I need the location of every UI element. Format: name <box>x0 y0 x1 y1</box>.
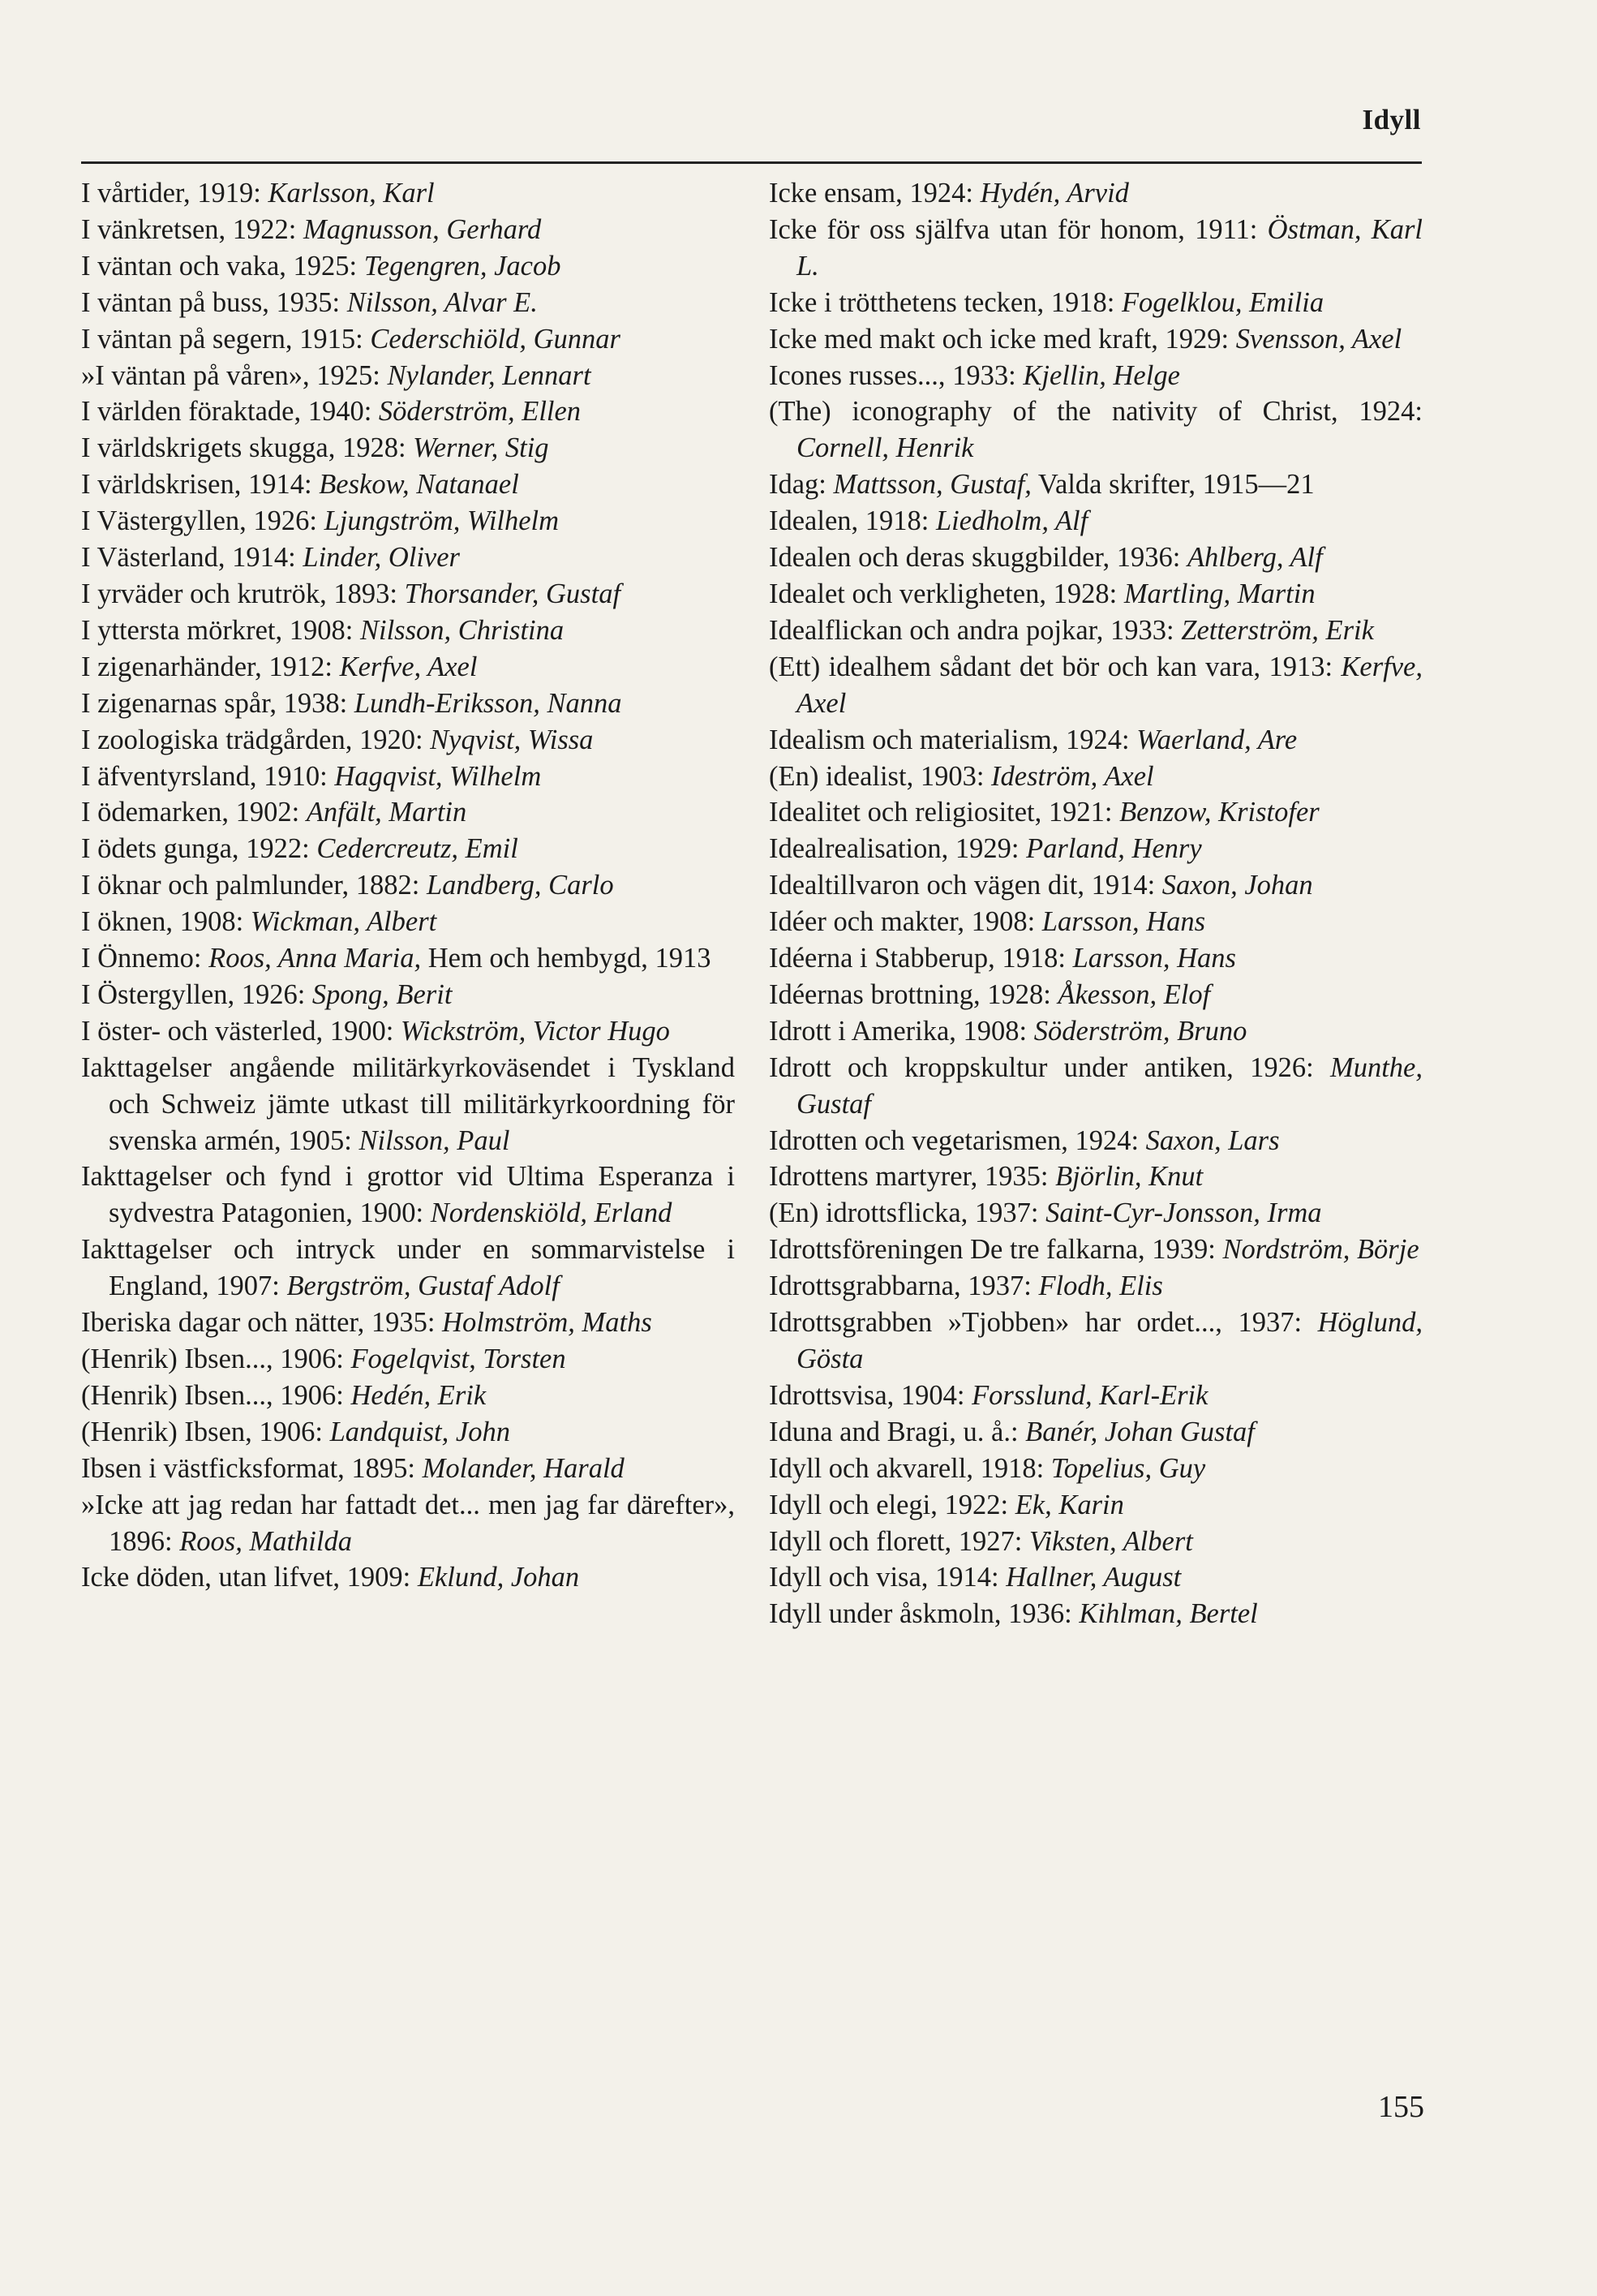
index-entry <box>81 576 735 613</box>
entry-author: Spong, Berit <box>311 978 453 1010</box>
entry-author: Nordström, Börje <box>1222 1234 1419 1266</box>
entry-author: Kerfve, Axel <box>796 651 1423 719</box>
entry-title: »I väntan på våren», 1925: <box>81 359 388 391</box>
entry-author: Nordenskiöld, Erland <box>430 1197 672 1229</box>
index-entry <box>769 1524 1423 1560</box>
entry-title: Idrott och kroppskultur under antiken, 1926: <box>769 1051 1330 1083</box>
index-entry <box>769 1451 1423 1487</box>
entry-author: Martling, Martin <box>1123 578 1316 609</box>
entry-author: Forsslund, Karl-Erik <box>972 1379 1208 1411</box>
index-entry <box>769 649 1423 722</box>
entry-author: Wickström, Victor Hugo <box>401 1015 670 1047</box>
entry-author: Liedholm, Alf <box>935 505 1088 537</box>
entry-author: Beskow, Natanael <box>319 469 519 501</box>
entry-title: Idrottsgrabben »Tjobben» har ordet..., 1937: <box>769 1307 1318 1339</box>
entry-author: Thorsander, Gustaf <box>404 578 621 609</box>
index-entry <box>81 759 735 795</box>
entry-title: Idéernas brottning, 1928: <box>769 978 1058 1010</box>
index-entry <box>81 1305 735 1341</box>
index-entry <box>769 358 1423 394</box>
index-entry <box>769 540 1423 576</box>
entry-title: I öknar och palmlunder, 1882: <box>81 870 427 901</box>
index-entry <box>769 1378 1423 1414</box>
index-entry <box>769 759 1423 795</box>
entry-title: Icke döden, utan lifvet, 1909: <box>81 1562 418 1593</box>
index-entry <box>769 321 1423 358</box>
entry-author: Cornell, Henrik <box>796 432 974 464</box>
entry-title: (Henrik) Ibsen, 1906: <box>81 1416 330 1447</box>
entry-suffix: Valda skrifter, 1915—21 <box>1031 469 1315 501</box>
index-entry <box>769 867 1423 904</box>
entry-author: Östman, Karl L. <box>796 213 1423 282</box>
index-entry <box>81 1341 735 1378</box>
index-entry <box>769 794 1423 831</box>
index-entry <box>81 358 735 394</box>
index-entry <box>81 467 735 503</box>
entry-author: Hagqvist, Wilhelm <box>334 760 542 792</box>
entry-author: Hallner, August <box>1006 1562 1182 1593</box>
index-entry <box>769 1013 1423 1050</box>
entry-author: Karlsson, Karl <box>268 178 435 209</box>
entry-title: Idyll och akvarell, 1918: <box>769 1452 1051 1484</box>
entry-author: Larsson, Hans <box>1041 906 1206 938</box>
entry-author: Magnusson, Gerhard <box>303 213 542 245</box>
entry-author: Höglund, Gösta <box>796 1307 1423 1374</box>
index-entry <box>769 576 1423 613</box>
entry-title: I vänkretsen, 1922: <box>81 213 304 245</box>
entry-author: Kerfve, Axel <box>339 651 478 682</box>
entry-author: Parland, Henry <box>1026 833 1202 865</box>
index-entry <box>81 794 735 831</box>
index-entry <box>769 467 1423 503</box>
entry-author: Holmström, Maths <box>442 1307 652 1339</box>
index-entry <box>81 613 735 649</box>
entry-title: I väntan på segern, 1915: <box>81 323 371 355</box>
index-entry <box>769 1559 1423 1596</box>
index-entry <box>81 503 735 540</box>
entry-title: Idealism och materialism, 1924: <box>769 724 1137 755</box>
entry-author: Bergström, Gustaf Adolf <box>286 1271 560 1302</box>
entry-author: Söderström, Ellen <box>378 396 582 428</box>
entry-title: I Västergyllen, 1926: <box>81 505 324 537</box>
index-entry <box>769 212 1423 285</box>
index-entry <box>769 175 1423 212</box>
entry-author: Roos, Anna Maria, <box>208 943 422 974</box>
entry-author: Saint-Cyr-Jonsson, Irma <box>1045 1197 1322 1229</box>
entry-title: Idealtillvaron och vägen dit, 1914: <box>769 870 1162 901</box>
entry-title: I väntan och vaka, 1925: <box>81 250 364 282</box>
entry-author: Söderström, Bruno <box>1033 1015 1247 1047</box>
entry-title: Idrottsgrabbarna, 1937: <box>769 1271 1039 1302</box>
entry-author: Banér, Johan Gustaf <box>1025 1416 1255 1447</box>
entry-author: Viksten, Albert <box>1028 1525 1193 1557</box>
index-entry <box>769 1195 1423 1232</box>
entry-author: Lundh-Eriksson, Nanna <box>354 687 622 719</box>
index-entry <box>81 1451 735 1487</box>
index-entry <box>769 904 1423 940</box>
entry-title: (Henrik) Ibsen..., 1906: <box>81 1344 351 1374</box>
index-entry <box>769 977 1423 1013</box>
entry-title: Idealrealisation, 1929: <box>769 833 1027 865</box>
index-entry <box>769 1305 1423 1378</box>
entry-title: Icke med makt och icke med kraft, 1929: <box>769 323 1236 355</box>
index-entry <box>81 393 735 430</box>
entry-author: Åkesson, Elof <box>1058 978 1211 1010</box>
entry-author: Nilsson, Christina <box>359 614 565 646</box>
entry-title: I zigenarhänder, 1912: <box>81 651 340 682</box>
index-entry <box>769 1050 1423 1123</box>
entry-author: Ljungström, Wilhelm <box>324 505 560 537</box>
entry-title: Iakttagelser och fynd i grottor vid Ultima Esperanza i sydvestra Patagonien, 1900: <box>81 1161 735 1229</box>
entry-title: Idealflickan och andra pojkar, 1933: <box>769 614 1182 646</box>
entry-title: Idyll under åskmoln, 1936: <box>769 1598 1080 1630</box>
index-entry <box>81 1378 735 1414</box>
index-entry <box>81 1013 735 1050</box>
entry-title: Icke för oss själfva utan för honom, 1911: <box>769 213 1268 245</box>
entry-title: I världen föraktade, 1940: <box>81 396 379 428</box>
entry-author: Werner, Stig <box>413 432 549 464</box>
entry-author: Fogelqvist, Torsten <box>350 1344 566 1374</box>
index-entry <box>769 393 1423 467</box>
index-entry <box>769 1487 1423 1524</box>
entry-title: Idealet och verkligheten, 1928: <box>769 578 1124 609</box>
index-entry <box>769 831 1423 867</box>
index-entry <box>81 722 735 759</box>
entry-author: Ahlberg, Alf <box>1187 542 1323 574</box>
entry-title: (En) idrottsflicka, 1937: <box>769 1197 1046 1229</box>
entry-title: Idrotten och vegetarismen, 1924: <box>769 1124 1146 1156</box>
entry-title: I Önnemo: <box>81 943 209 974</box>
index-entry <box>769 1268 1423 1305</box>
entry-title: Idrottens martyrer, 1935: <box>769 1161 1056 1193</box>
right-column <box>769 175 1423 1632</box>
entry-author: Ek, Karin <box>1015 1489 1124 1520</box>
entry-author: Molander, Harald <box>422 1452 625 1484</box>
entry-title: I yrväder och krutrök, 1893: <box>81 578 405 609</box>
entry-title: I yttersta mörkret, 1908: <box>81 614 360 646</box>
entry-author: Linder, Oliver <box>303 542 460 574</box>
entry-title: I Östergyllen, 1926: <box>81 978 312 1010</box>
index-entry <box>769 1232 1423 1268</box>
index-entry <box>81 1559 735 1596</box>
entry-title: Icones russes..., 1933: <box>769 359 1024 391</box>
entry-title: Idrottsvisa, 1904: <box>769 1379 972 1411</box>
entry-title: I zoologiska trädgården, 1920: <box>81 724 431 755</box>
index-entry <box>81 904 735 940</box>
entry-author: Landberg, Carlo <box>426 870 614 901</box>
index-entry <box>81 1414 735 1451</box>
entry-author: Hydén, Arvid <box>980 178 1129 209</box>
entry-title: I vårtider, 1919: <box>81 178 268 209</box>
entry-title: Idrottsföreningen De tre falkarna, 1939: <box>769 1234 1223 1266</box>
index-entry <box>769 1159 1423 1195</box>
entry-title: (Henrik) Ibsen..., 1906: <box>81 1379 351 1411</box>
entry-title: I zigenarnas spår, 1938: <box>81 687 354 719</box>
entry-title: Icke i trötthetens tecken, 1918: <box>769 286 1122 318</box>
entry-author: Benzow, Kristofer <box>1119 797 1320 828</box>
entry-title: I Västerland, 1914: <box>81 542 303 574</box>
entry-author: Anfält, Martin <box>306 797 467 828</box>
running-head: Idyll <box>1362 104 1421 135</box>
entry-title: (Ett) idealhem sådant det bör och kan vara, 1913: <box>769 651 1342 682</box>
index-entry <box>81 540 735 576</box>
entry-author: Nilsson, Alvar E. <box>346 286 538 318</box>
entry-title: Idéerna i Stabberup, 1918: <box>769 943 1073 974</box>
index-entry <box>769 613 1423 649</box>
entry-author: Eklund, Johan <box>417 1562 580 1593</box>
index-entry <box>769 1414 1423 1451</box>
entry-author: Nyqvist, Wissa <box>430 724 594 755</box>
entry-author: Fogelklou, Emilia <box>1121 286 1324 318</box>
entry-author: Svensson, Axel <box>1235 323 1402 355</box>
header-rule <box>81 161 1422 164</box>
entry-title: Iakttagelser och intryck under en sommarvistelse i England, 1907: <box>81 1234 735 1302</box>
entry-title: Idealitet och religiositet, 1921: <box>769 797 1120 828</box>
entry-title: (The) iconography of the nativity of Christ, 1924: <box>769 396 1423 428</box>
index-entry <box>81 1487 735 1560</box>
entry-title: Idyll och elegi, 1922: <box>769 1489 1015 1520</box>
entry-author: Tegengren, Jacob <box>363 250 561 282</box>
entry-title: I äfventyrsland, 1910: <box>81 760 335 792</box>
entry-author: Zetterström, Erik <box>1181 614 1374 646</box>
index-entry <box>81 1050 735 1159</box>
entry-title: Iduna and Bragi, u. å.: <box>769 1416 1026 1447</box>
entry-author: Wickman, Albert <box>250 906 437 938</box>
entry-title: Idag: <box>769 469 834 501</box>
entry-title: I världskrisen, 1914: <box>81 469 320 501</box>
index-entry <box>81 867 735 904</box>
entry-title: »Icke att jag redan har fattadt det... men jag far därefter», 1896: <box>81 1489 735 1557</box>
entry-title: Idyll och visa, 1914: <box>769 1562 1007 1593</box>
index-entry <box>81 430 735 467</box>
entry-title: (En) idealist, 1903: <box>769 760 992 792</box>
index-entry <box>81 175 735 212</box>
index-entry <box>769 503 1423 540</box>
entry-suffix: Hem och hembygd, 1913 <box>421 943 711 974</box>
index-entry <box>769 285 1423 321</box>
left-column <box>81 175 735 1596</box>
entry-title: Iakttagelser angående militärkyrkoväsendet i Tyskland och Schweiz jämte utkast till militärkyrkoordning för svenska armén, 1905: <box>81 1051 735 1156</box>
entry-author: Larsson, Hans <box>1072 943 1236 974</box>
entry-author: Munthe, Gustaf <box>796 1051 1423 1120</box>
entry-title: I öster- och västerled, 1900: <box>81 1015 401 1047</box>
entry-author: Kihlman, Bertel <box>1079 1598 1258 1630</box>
entry-author: Roos, Mathilda <box>179 1525 352 1557</box>
index-entry <box>81 686 735 722</box>
index-entry <box>81 940 735 977</box>
entry-title: Ibsen i västficksformat, 1895: <box>81 1452 423 1484</box>
entry-author: Kjellin, Helge <box>1023 359 1180 391</box>
entry-author: Topelius, Guy <box>1050 1452 1206 1484</box>
entry-author: Hedén, Erik <box>350 1379 487 1411</box>
entry-author: Björlin, Knut <box>1055 1161 1204 1193</box>
index-entry <box>81 285 735 321</box>
entry-title: I ödemarken, 1902: <box>81 797 307 828</box>
entry-title: Idrott i Amerika, 1908: <box>769 1015 1034 1047</box>
index-entry <box>81 248 735 285</box>
entry-author: Saxon, Lars <box>1145 1124 1280 1156</box>
entry-author: Saxon, Johan <box>1161 870 1313 901</box>
index-entry <box>81 1159 735 1232</box>
entry-author: Cedercreutz, Emil <box>316 833 518 865</box>
entry-author: Nylander, Lennart <box>387 359 591 391</box>
entry-title: Idealen, 1918: <box>769 505 936 537</box>
entry-author: Cederschiöld, Gunnar <box>370 323 620 355</box>
entry-title: Iberiska dagar och nätter, 1935: <box>81 1307 443 1339</box>
index-entry <box>81 1232 735 1305</box>
entry-author: Waerland, Are <box>1136 724 1298 755</box>
entry-author: Flodh, Elis <box>1038 1271 1163 1302</box>
entry-title: I öknen, 1908: <box>81 906 251 938</box>
entry-author: Nilsson, Paul <box>358 1124 510 1156</box>
entry-title: Idyll och florett, 1927: <box>769 1525 1029 1557</box>
page-number: 155 <box>1378 2090 1424 2124</box>
entry-title: Idealen och deras skuggbilder, 1936: <box>769 542 1187 574</box>
entry-author: Mattsson, Gustaf, <box>833 469 1032 501</box>
index-entry <box>81 649 735 686</box>
entry-title: Idéer och makter, 1908: <box>769 906 1042 938</box>
index-entry <box>81 977 735 1013</box>
entry-title: I väntan på buss, 1935: <box>81 286 347 318</box>
entry-author: Landquist, John <box>329 1416 510 1447</box>
entry-title: I världskrigets skugga, 1928: <box>81 432 414 464</box>
index-entry <box>769 1596 1423 1632</box>
index-entry <box>81 831 735 867</box>
entry-title: I ödets gunga, 1922: <box>81 833 317 865</box>
index-entry <box>81 212 735 248</box>
entry-title: Icke ensam, 1924: <box>769 178 981 209</box>
index-entry <box>769 722 1423 759</box>
index-entry <box>769 1123 1423 1159</box>
index-entry <box>769 940 1423 977</box>
index-entry <box>81 321 735 358</box>
entry-author: Ideström, Axel <box>991 760 1154 792</box>
